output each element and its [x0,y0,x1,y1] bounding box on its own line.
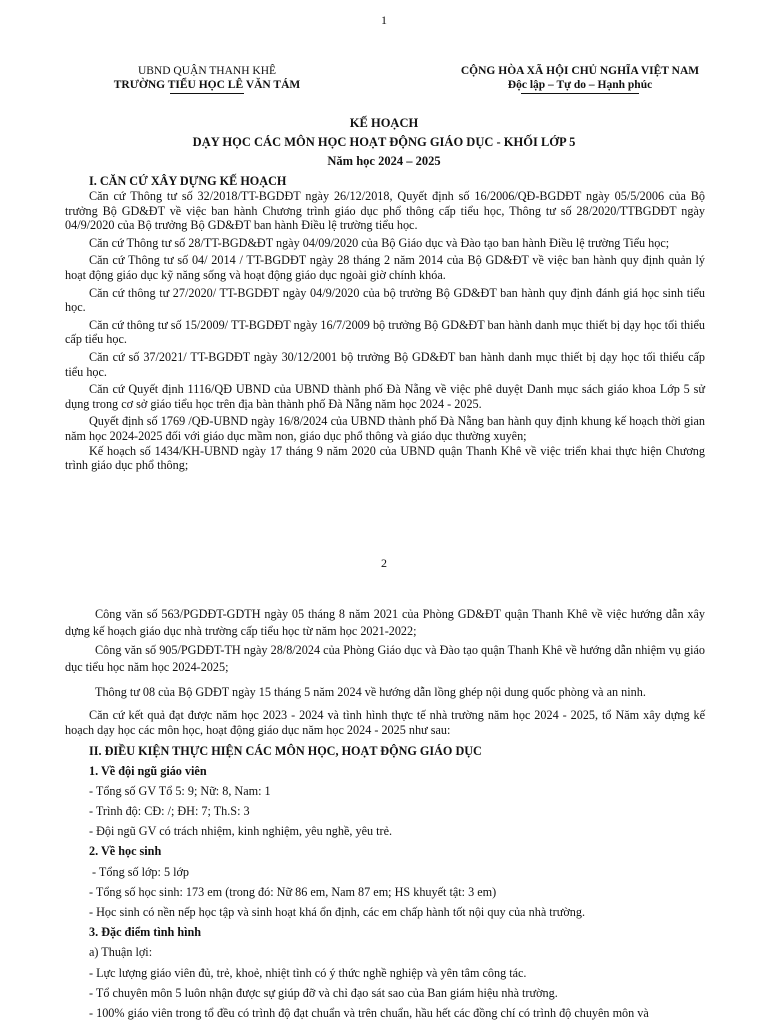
header-right-underline [521,93,639,94]
school-year: Năm học 2024 – 2025 [327,154,441,168]
header-left [100,64,314,94]
district-name: UBND QUẬN THANH KHÊ [137,65,277,77]
students-heading: 2. Về học sinh [89,844,162,859]
list-item: - Đội ngũ GV có trách nhiệm, kinh nghiệm, yêu nghề, yêu trẻ. [89,824,393,839]
list-item: - Tổng số GV Tổ 5: 9; Nữ: 8, Nam: 1 [89,783,271,798]
section-1 [65,174,705,476]
page-2-content [65,606,705,1023]
teachers-heading: 1. Về đội ngũ giáo viên [89,763,207,778]
national-motto: Độc lập – Tự do – Hạnh phúc [507,79,653,91]
list-item: - Trình độ: CĐ: /; ĐH: 7; Th.S: 3 [89,803,250,818]
page-number-1: 1 [381,13,387,27]
list-item: - Tổng số lớp: 5 lớp [89,864,190,879]
paragraph: Kế hoạch số 1434/KH-UBND ngày 17 tháng 9 năm 2020 của UBND quận Thanh Khê về việc triển khai thực hiện Chương trình giáo dục phổ thông; [65,443,705,473]
paragraph: Quyết định số 1769 /QĐ-UBND ngày 16/8/2024 của UBND thành phố Đà Nẵng ban hành quy định khung kế hoạch thời gian năm học 2024-2025 đối với giáo dục mầm non, giáo dục phổ thông và giáo dục thường xuyên; [65,414,705,443]
paragraph: Thông tư 08 của Bộ GDĐT ngày 15 tháng 5 năm 2024 về hướng dẫn lồng ghép nội dung quốc phòng và an ninh. [95,685,646,699]
list-item: - 100% giáo viên trong tổ đều có trình độ đạt chuẩn và trên chuẩn, hầu hết các đồng chí có trình độ chuyên môn và [89,1005,649,1020]
advantages-label: a) Thuận lợi: [89,945,153,960]
paragraph: Căn cứ thông tư số 15/2009/ TT-BGDĐT ngày 16/7/2009 bộ trưởng Bộ GD&ĐT ban hành danh mục thiết bị dạy học tối thiểu cấp tiểu học. [65,317,705,347]
header-right [446,64,714,94]
list-item: - Tổ chuyên môn 5 luôn nhận được sự giúp đỡ và chỉ đạo sát sao của Ban giám hiệu nhà trường. [89,985,558,1000]
list-item: - Lực lượng giáo viên đủ, trẻ, khoẻ, nhiệt tình có ý thức nghề nghiệp và yên tâm công tác. [89,965,527,980]
conditions-list [65,761,705,1024]
paragraph: Căn cứ thông tư 27/2020/ TT-BGDĐT ngày 04/9/2020 của bộ trưởng Bộ GD&ĐT ban hành quy định đánh giá học sinh tiểu học. [65,285,705,315]
situation-heading: 3. Đặc điểm tình hình [89,925,202,940]
header-left-underline [170,93,244,94]
page-number-2: 2 [381,556,387,570]
school-name: TRƯỜNG TIỂU HỌC LÊ VĂN TÁM [113,79,301,91]
section-2-heading: II. ĐIỀU KIỆN THỰC HIỆN CÁC MÔN HỌC, HOẠT ĐỘNG GIÁO DỤC [89,743,482,758]
paragraph: Căn cứ kết quả đạt được năm học 2023 - 2024 và tình hình thực tế nhà trường năm học 2024 - 2025, tổ Năm xây dựng kế hoạch dạy học các môn học, hoạt động giáo dục năm học 2024 - 2025 như sau: [65,707,705,737]
doc-subtitle: DẠY HỌC CÁC MÔN HỌC HOẠT ĐỘNG GIÁO DỤC - KHỐI LỚP 5 [192,135,576,149]
list-item: - Học sinh có nền nếp học tập và sinh hoạt khá ổn định, các em chấp hành tốt nội quy của nhà trường. [89,904,586,919]
list-item: - Tổng số học sinh: 173 em (trong đó: Nữ 86 em, Nam 87 em; HS khuyết tật: 3 em) [89,884,497,899]
paragraph: Công văn số 563/PGDĐT-GDTH ngày 05 tháng 8 năm 2021 của Phòng GD&ĐT quận Thanh Khê về việc hướng dẫn xây dựng kế hoạch giáo dục nhà trường cấp tiểu học từ năm học 2021-2022; [65,607,705,638]
paragraph: Căn cứ số 37/2021/ TT-BGDĐT ngày 30/12/2001 bộ trưởng Bộ GD&ĐT ban hành danh mục thiết bị dạy học tối thiểu cấp tiểu học. [65,349,705,379]
paragraph: Căn cứ Thông tư số 28/TT-BGD&ĐT ngày 04/09/2020 của Bộ Giáo dục và Đào tạo ban hành Điều lệ trường Tiểu học; [89,235,670,250]
paragraph: Căn cứ Quyết định 1116/QĐ UBND của UBND thành phố Đà Nẵng về việc phê duyệt Danh mục sách giáo khoa Lớp 5 sử dụng trong cơ sở giáo tiểu học trên địa bàn thành phố Đà Nẵng năm học 2024 - 2025. [65,382,705,411]
paragraph: Căn cứ Thông tư số 04/ 2014 / TT-BGDĐT ngày 28 tháng 2 năm 2014 của Bộ GD&ĐT về việc ban hành quy định quản lý hoạt động giáo dục kỹ năng sống và hoạt động giáo dục ngoài giờ chính khóa. [65,253,705,282]
section-1-heading: I. CĂN CỨ XÂY DỰNG KẾ HOẠCH [89,174,287,188]
paragraph: Công văn số 905/PGDĐT-TH ngày 28/8/2024 của Phòng Giáo dục và Đào tạo quận Thanh Khê về hướng dẫn nhiệm vụ giáo dục tiểu học năm học 2024-2025; [65,643,705,674]
doc-title: KẾ HOẠCH [349,116,419,130]
paragraph: Căn cứ Thông tư số 32/2018/TT-BGDĐT ngày 26/12/2018, Quyết định số 16/2006/QĐ-BGDĐT ngày 05/5/2006 của Bộ trưởng Bộ GD&ĐT về việc ban hành Chương trình giáo dục phổ thông cấp tiểu học, Thông tư số 28/2020/TTBGDĐT ngày 04/9/2020 của Bộ trưởng Bộ GD&ĐT ban hành Điều lệ trường tiểu học. [65,189,705,233]
national-title: CỘNG HÒA XÃ HỘI CHỦ NGHĨA VIỆT NAM [460,65,700,77]
